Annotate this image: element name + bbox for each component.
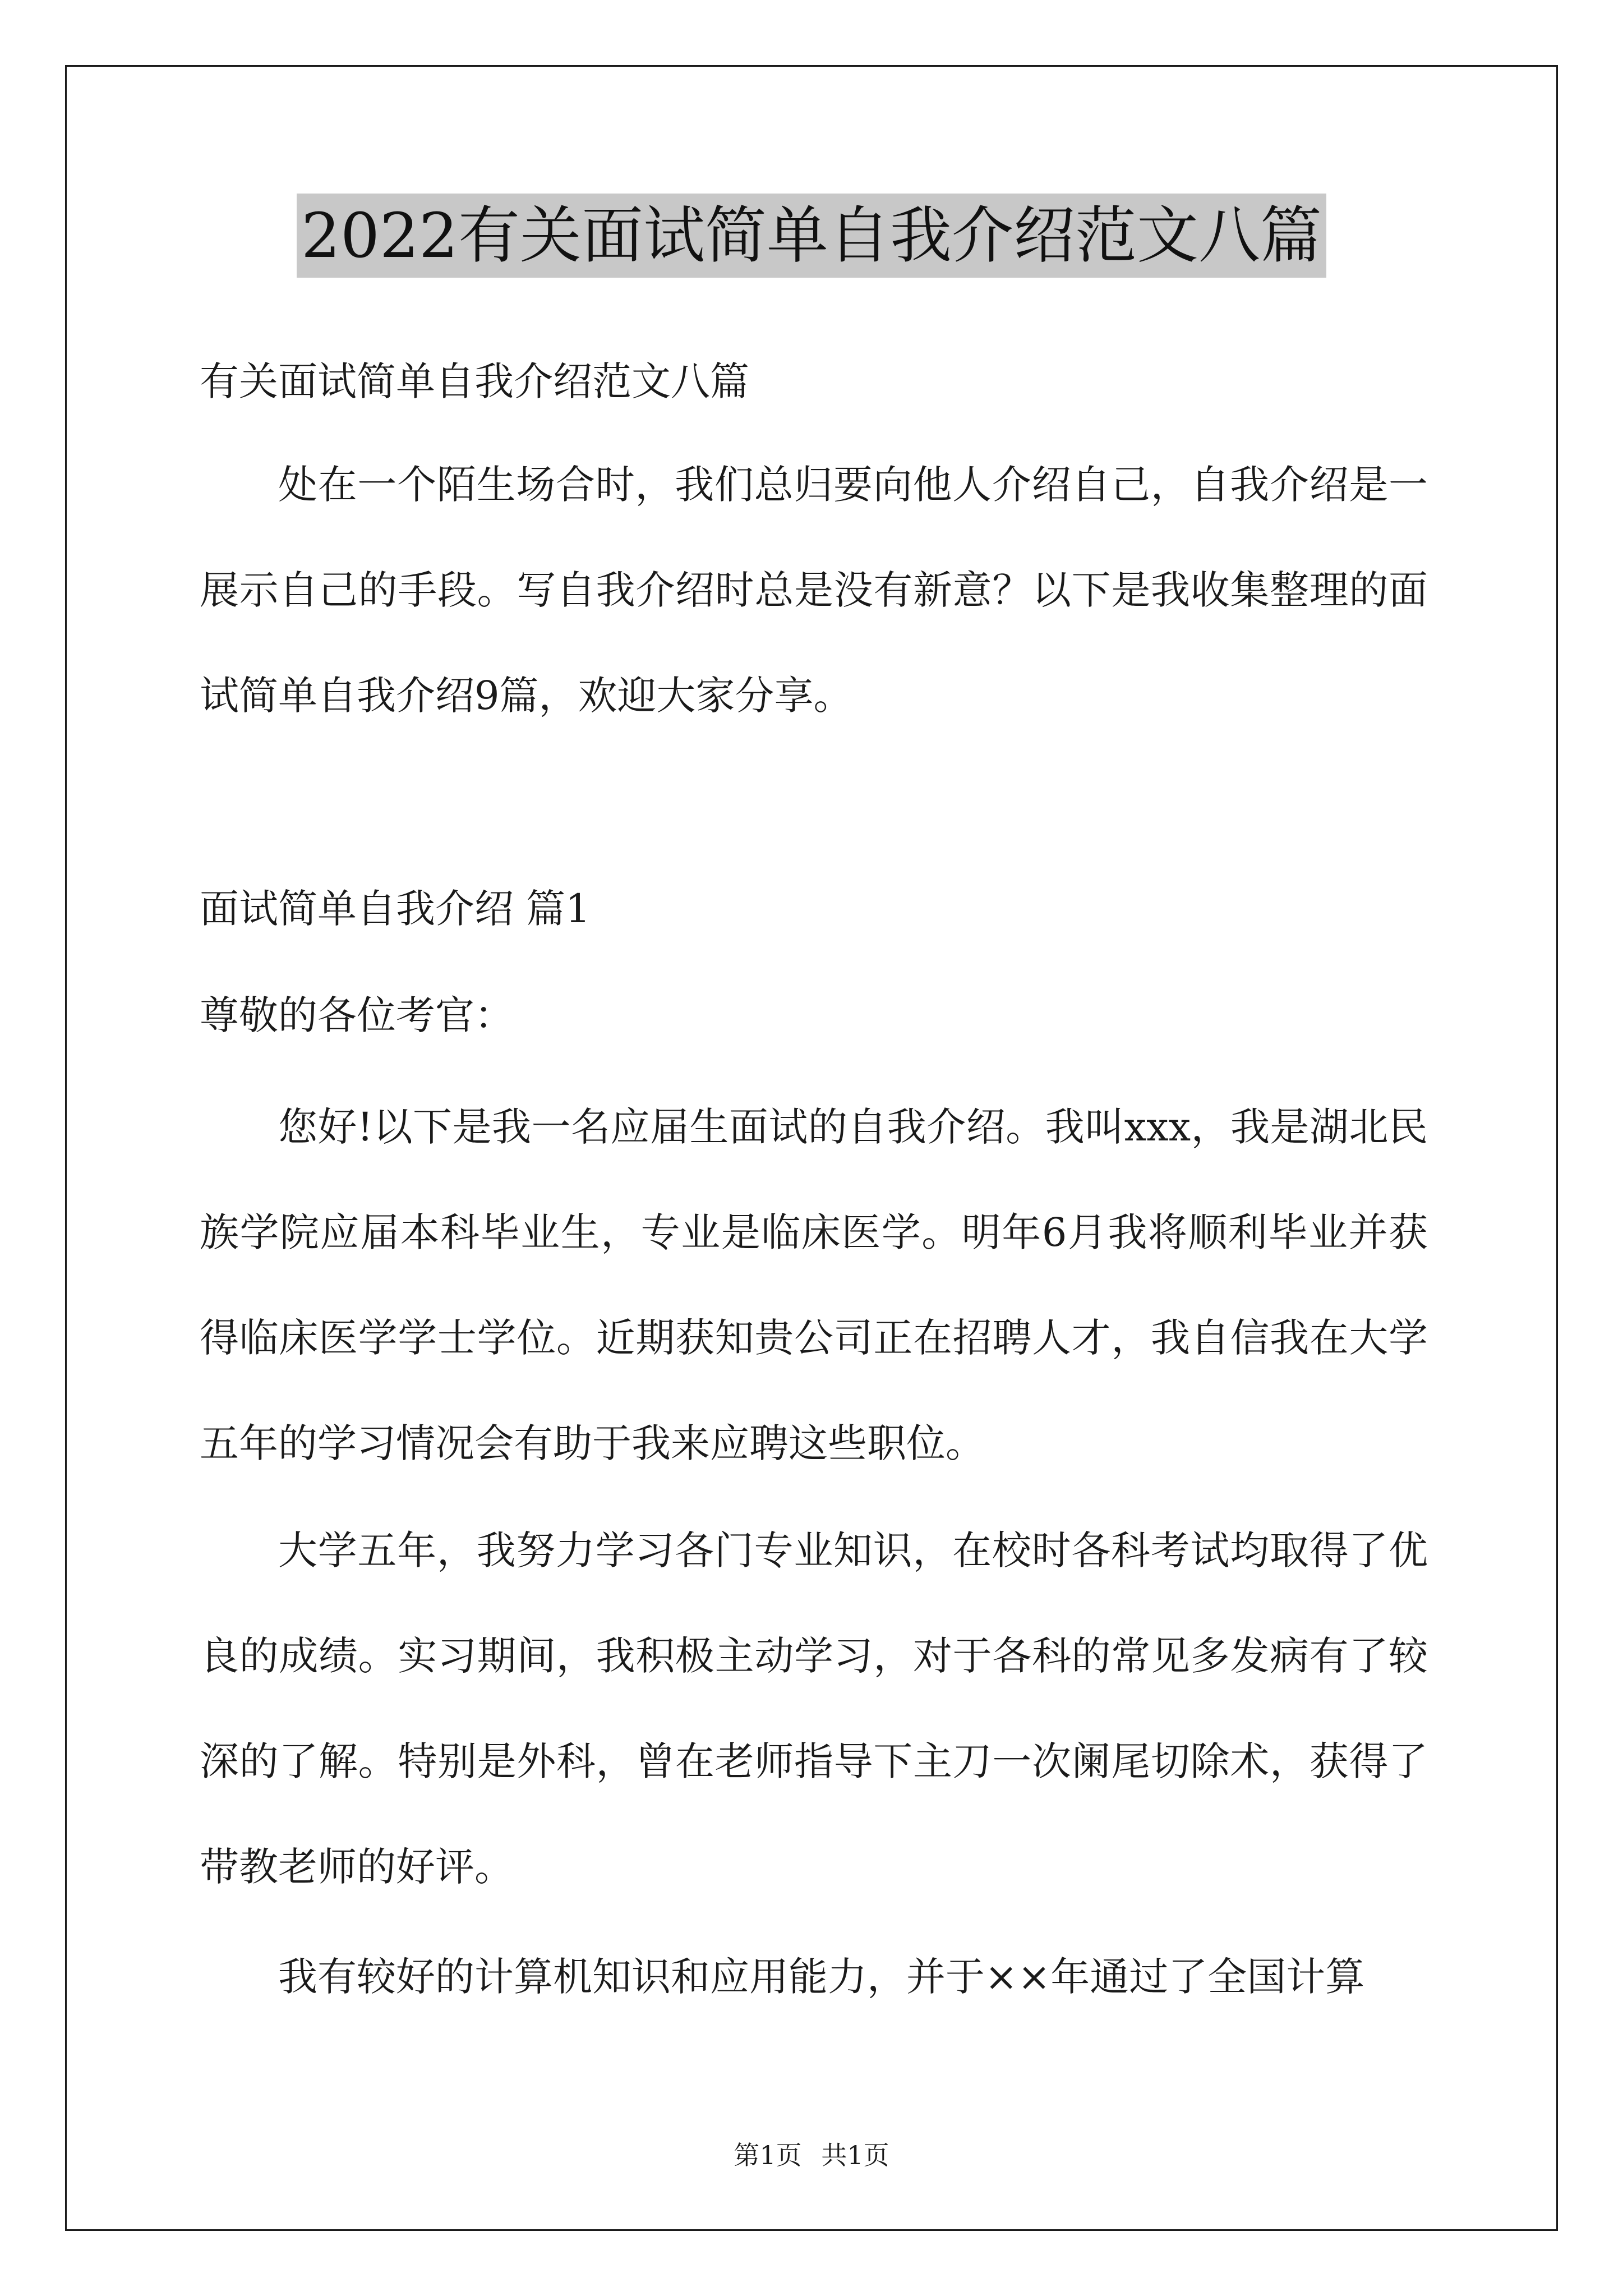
body-paragraph-2: 大学五年，我努力学习各门专业知识，在校时各科考试均取得了优良的成绩。实习期间，我积极主动学习，对于各科的常见多发病有了较深的了解。特别是外科，曾在老师指导下主刀一次阑尾切除术，获得了带教老师的好评。 bbox=[200, 1527, 1428, 1890]
title-container bbox=[0, 194, 1623, 278]
body-paragraph-3: 我有较好的计算机知识和应用能力，并于××年通过了全国计算 bbox=[278, 1954, 1365, 2000]
page-number-total: 共1页 bbox=[821, 2140, 889, 2170]
page-footer bbox=[0, 2138, 1623, 2172]
section-heading: 面试简单自我介绍 篇1 bbox=[200, 886, 591, 932]
document-title: 2022有关面试简单自我介绍范文八篇 bbox=[297, 194, 1326, 278]
document-subtitle: 有关面试简单自我介绍范文八篇 bbox=[200, 358, 749, 404]
body-paragraph-1: 您好!以下是我一名应届生面试的自我介绍。我叫xxx，我是湖北民族学院应届本科毕业生，专业是临床医学。明年6月我将顺利毕业并获得临床医学学士学位。近期获知贵公司正在招聘人才，我自信我在大学五年的学习情况会有助于我来应聘这些职位。 bbox=[200, 1104, 1428, 1466]
intro-paragraph: 处在一个陌生场合时，我们总归要向他人介绍自己，自我介绍是一展示自己的手段。写自我介绍时总是没有新意？以下是我收集整理的面试简单自我介绍9篇，欢迎大家分享。 bbox=[200, 462, 1428, 719]
page-number-current: 第1页 bbox=[734, 2140, 802, 2170]
greeting-line: 尊敬的各位考官： bbox=[200, 992, 514, 1038]
